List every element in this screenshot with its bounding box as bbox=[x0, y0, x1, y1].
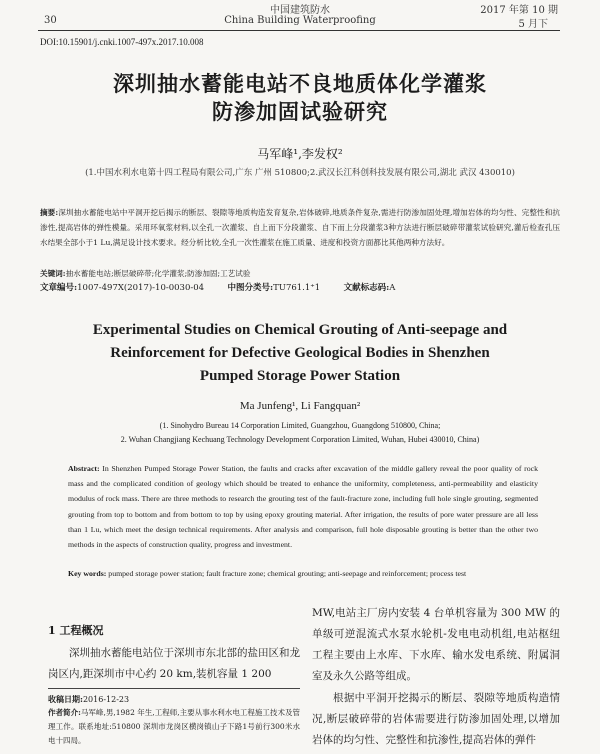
month: 5 月下 bbox=[518, 19, 548, 30]
affiliation-en-2: 2. Wuhan Changjiang Kechuang Technology Development Corporation Limited, Wuhan, Hubei 430010, China) bbox=[120, 435, 480, 444]
keywords-cn bbox=[40, 266, 560, 281]
page-number: 30 bbox=[44, 15, 57, 26]
article-meta bbox=[40, 281, 560, 293]
author-info bbox=[48, 706, 300, 752]
keywords-en bbox=[68, 566, 538, 581]
author-info-label: 作者简介: bbox=[48, 708, 81, 717]
received-date: 2016-12-23 bbox=[82, 695, 130, 704]
title-cn-line1: 深圳抽水蓄能电站不良地质体化学灌浆 bbox=[113, 71, 487, 96]
title-en-line1: Experimental Studies on Chemical Grouting of Anti-seepage and bbox=[92, 322, 508, 338]
section1-heading: 1 工程概况 bbox=[48, 624, 104, 637]
keywords-cn-label: 关键词: bbox=[40, 269, 66, 278]
keywords-en-label: Key words: bbox=[68, 569, 107, 578]
title-en-line3: Pumped Storage Power Station bbox=[199, 368, 401, 384]
class-no: TU761.1⁺1 bbox=[273, 283, 321, 293]
authors-cn: 马军峰¹,李发权² bbox=[257, 147, 343, 161]
journal-cn: 中国建筑防水 bbox=[270, 5, 330, 16]
affiliations-cn: (1.中国水利水电第十四工程局有限公司,广东 广州 510800;2.武汉长江科创科技发展有限公司,湖北 武汉 430010) bbox=[85, 168, 515, 178]
article-no: 1007-497X(2017)-10-0030-04 bbox=[77, 283, 205, 293]
authors-en: Ma Junfeng¹, Li Fangquan² bbox=[239, 400, 361, 412]
year-issue: 2017 年第 10 期 bbox=[480, 5, 558, 16]
doi: DOI:10.15901/j.cnki.1007-497x.2017.10.008 bbox=[40, 37, 204, 47]
title-cn-line2: 防渗加固试验研究 bbox=[212, 99, 388, 124]
article-no-label: 文章编号: bbox=[40, 283, 78, 293]
section1-left-text: 深圳抽水蓄能电站位于深圳市东北部的盐田区和龙岗区内,距深圳市中心约 20 km,装机容量 1 200 bbox=[48, 647, 300, 680]
abstract-cn-label: 摘要: bbox=[40, 208, 59, 217]
abstract-cn-text: 深圳抽水蓄能电站中平洞开挖后揭示的断层、裂隙等地质构造发育复杂,岩体破碎,地质条件复杂,需进行防渗加固处理,增加岩体的均匀性、完整性和抗渗性,提高岩体的弹性模量。采用环氧浆材料,以全孔一次灌浆、自上而下分段灌浆、自下而上分段灌浆3种方法进行断层破碎带灌浆试验研究,灌后检查孔压水结果全部小于1 Lu,满足设计技术要求。经分析比较,全孔一次性灌浆在施工质量、进度和投资方面都比其他两种方法好。 bbox=[40, 208, 560, 247]
class-no-label: 中图分类号: bbox=[227, 283, 274, 293]
abstract-en bbox=[68, 461, 538, 552]
received bbox=[48, 692, 300, 707]
footnote-rule bbox=[48, 688, 300, 689]
received-label: 收稿日期: bbox=[48, 694, 83, 704]
journal-en: China Building Waterproofing bbox=[224, 15, 376, 26]
abstract-en-label: Abstract: bbox=[68, 464, 100, 473]
section1-right-p1: MW,电站主厂房内安装 4 台单机容量为 300 MW 的单级可逆混流式水泵水轮机-发电电动机组,电站枢纽工程主要由上水库、下水库、输水发电系统、附属洞室及永久公路等组成。 bbox=[312, 607, 560, 682]
doc-code-label: 文献标志码: bbox=[343, 283, 390, 293]
doc-code: A bbox=[389, 283, 396, 293]
title-en-line2: Reinforcement for Defective Geological Bodies in Shenzhen bbox=[110, 345, 490, 361]
keywords-cn-text: 抽水蓄能电站;断层破碎带;化学灌浆;防渗加固;工艺试验 bbox=[65, 269, 251, 278]
author-info-text: 马军峰,男,1982 年生,工程师,主要从事水利水电工程施工技术及管理工作。联系地址:510800 深圳市龙岗区横岗镇山子下路1号前行300米水电十四局。 bbox=[48, 708, 300, 745]
abstract-en-text: In Shenzhen Pumped Storage Power Station, the faults and cracks after excavation of the middle gallery reveal the poor quality of rock mass and the complicated condition of geology which should be treated to enhance the uniformity, completeness, anti-permeability and elasticity modulus of rock mass. There are three methods to research the grouting test of the fault-fracture zone, including full hole single grouting, segmented grouting from top to bottom and from bottom to top by using epoxy grouting material. After irrigation, the results of pore water pressure are all less than 1 Lu, which meet the design technical requirements. After analysis and comparison, full hole disposable grouting is better than the other two methods in the aspects of construction quality, progress and investment. bbox=[68, 464, 538, 550]
affiliation-en-1: (1. Sinohydro Bureau 14 Corporation Limited, Guangzhou, Guangdong 510800, China; bbox=[159, 421, 441, 430]
section1-right-p2: 根据中平洞开挖揭示的断层、裂隙等地质构造情况,断层破碎带的岩体需要进行防渗加固处理,以增加岩体的均匀性、完整性和抗渗性,提高岩体的弹件 bbox=[312, 692, 560, 746]
abstract-cn bbox=[40, 205, 560, 267]
header-rule bbox=[38, 30, 560, 31]
keywords-en-text: pumped storage power station; fault fracture zone; chemical grouting; anti-seepage and reinforcement; process test bbox=[108, 569, 467, 578]
